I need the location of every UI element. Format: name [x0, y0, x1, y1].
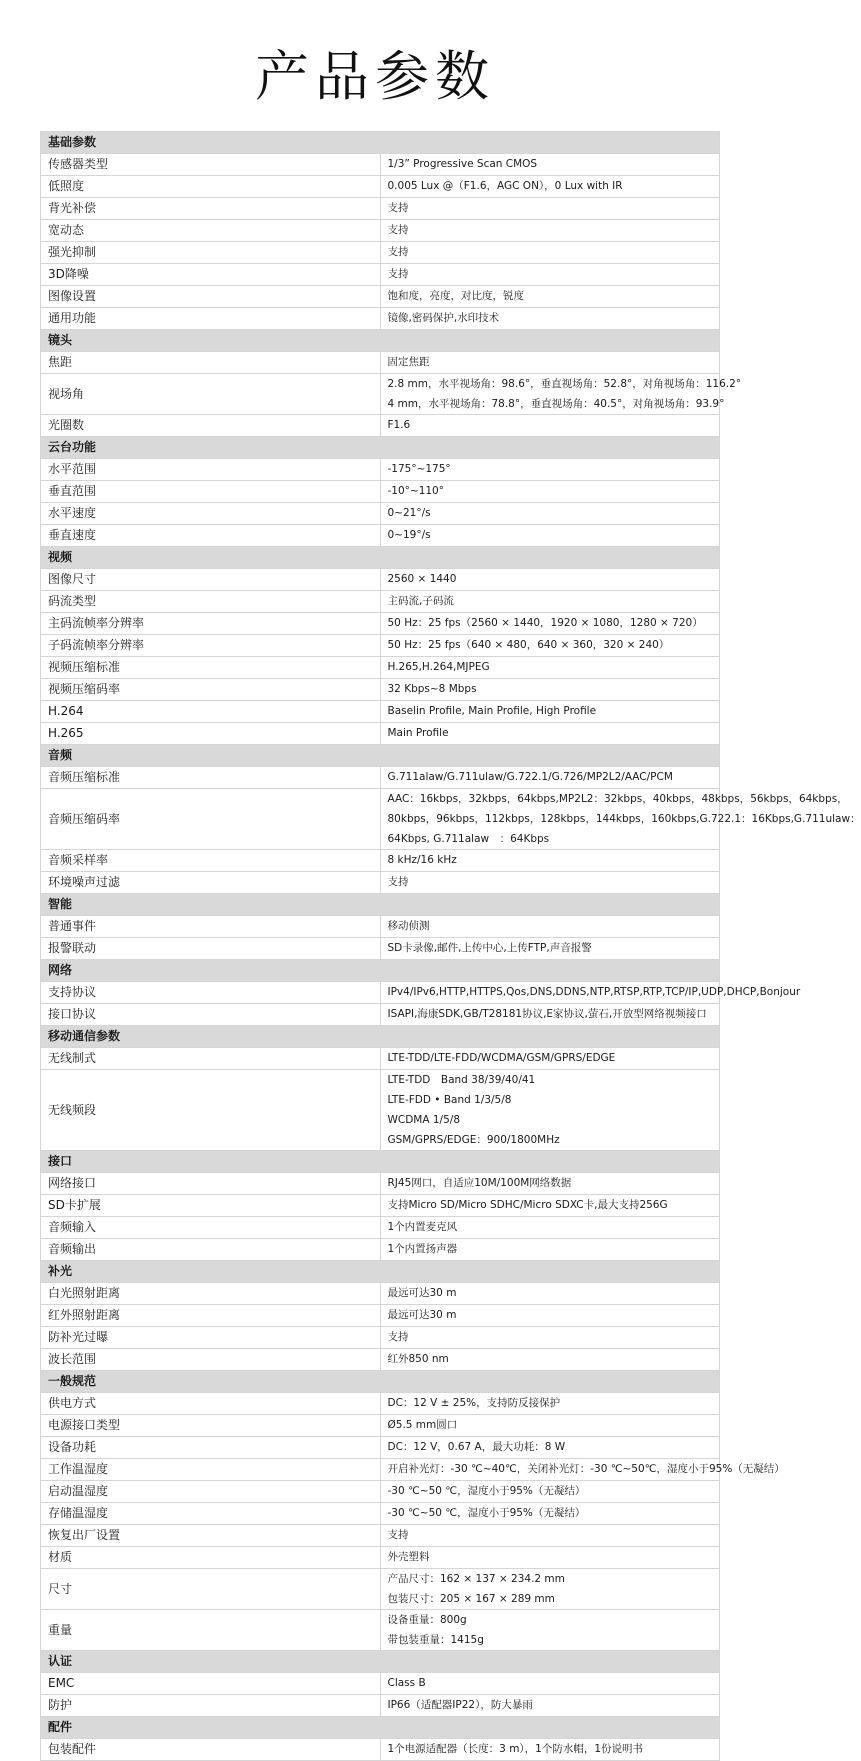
table-row: [41, 503, 720, 525]
spec-value: [380, 767, 720, 789]
spec-value: [380, 591, 720, 613]
table-row: [41, 1393, 720, 1415]
spec-value-line: 最远可达30 m: [387, 1309, 457, 1321]
spec-value-line: G.711alaw/G.711ulaw/G.722.1/G.726/MP2L2/AAC/PCM: [387, 771, 673, 783]
spec-value-line: 0~21°/s: [387, 507, 431, 519]
spec-value-line: 饱和度，亮度，对比度，锐度: [387, 290, 524, 302]
spec-key: 音频输出: [41, 1239, 381, 1261]
spec-value: [380, 723, 720, 745]
section-title: 音频: [41, 745, 720, 767]
table-row: [41, 374, 720, 415]
spec-key: 波长范围: [41, 1349, 381, 1371]
spec-key: EMC: [41, 1673, 381, 1695]
spec-key: 光圈数: [41, 415, 381, 437]
table-row: [41, 242, 720, 264]
spec-value: [380, 264, 720, 286]
spec-key: 音频压缩标准: [41, 767, 381, 789]
spec-value-line: DC：12 V，0.67 A，最大功耗：8 W: [387, 1441, 566, 1453]
table-row: [41, 1547, 720, 1569]
spec-value: [380, 1503, 720, 1525]
spec-value: [380, 916, 720, 938]
table-row: [41, 481, 720, 503]
spec-key: 供电方式: [41, 1393, 381, 1415]
table-row: [41, 1459, 720, 1481]
spec-key: 音频采样率: [41, 850, 381, 872]
spec-value: [380, 1195, 720, 1217]
table-row: [41, 1048, 720, 1070]
spec-value: [380, 1481, 720, 1503]
spec-value: [380, 220, 720, 242]
spec-value-line: -30 ℃~50 ℃，湿度小于95%（无凝结）: [387, 1507, 586, 1519]
spec-value-line: WCDMA 1/5/8: [387, 1114, 460, 1126]
spec-value-line: 32 Kbps~8 Mbps: [387, 683, 477, 695]
section-header: [41, 960, 720, 982]
spec-value-line: 0.005 Lux @（F1.6，AGC ON），0 Lux with IR: [387, 180, 623, 192]
page-title: 产品参数: [255, 45, 495, 108]
table-row: [41, 308, 720, 330]
spec-value-line: 镜像,密码保护,水印技术: [387, 312, 500, 324]
spec-key: 白光照射距离: [41, 1283, 381, 1305]
section-header: [41, 1151, 720, 1173]
spec-value-line: 50 Hz：25 fps（2560 × 1440，1920 × 1080，1280 × 720）: [387, 617, 703, 629]
spec-value: [380, 1569, 720, 1610]
table-row: [41, 569, 720, 591]
spec-value: [380, 1393, 720, 1415]
spec-value-line: -30 ℃~50 ℃，湿度小于95%（无凝结）: [387, 1485, 586, 1497]
spec-value: [380, 1327, 720, 1349]
spec-value: [380, 1004, 720, 1026]
spec-value: [380, 1547, 720, 1569]
spec-value: [380, 872, 720, 894]
section-title: 配件: [41, 1717, 720, 1739]
spec-value-line: ISAPI,海康SDK,GB/T28181协议,E家协议,萤石,开放型网络视频接口: [387, 1008, 707, 1020]
spec-value: [380, 982, 801, 1004]
spec-value-line: 红外850 nm: [387, 1353, 449, 1365]
spec-key: 恢复出厂设置: [41, 1525, 381, 1547]
spec-key: 环境噪声过滤: [41, 872, 381, 894]
table-row: [41, 286, 720, 308]
spec-value: [380, 1437, 720, 1459]
spec-value: [380, 635, 720, 657]
spec-value-line: RJ45网口，自适应10M/100M网络数据: [387, 1177, 572, 1189]
spec-key: 接口协议: [41, 1004, 381, 1026]
section-header: [41, 1717, 720, 1739]
table-row: [41, 352, 720, 374]
table-row: [41, 872, 720, 894]
table-row: [41, 1437, 720, 1459]
spec-key: 无线制式: [41, 1048, 381, 1070]
spec-value-line: 1个电源适配器（长度：3 m），1个防水帽，1份说明书: [387, 1743, 644, 1755]
spec-value-line: 支持: [387, 1529, 409, 1541]
section-header: [41, 1026, 720, 1048]
spec-value: [380, 1525, 720, 1547]
table-row: [41, 635, 720, 657]
spec-key: 包装配件: [41, 1739, 381, 1761]
table-row: [41, 767, 720, 789]
table-row: [41, 1673, 720, 1695]
table-row: [41, 154, 720, 176]
spec-value: [380, 374, 742, 415]
spec-value-line: 开启补光灯：-30 ℃~40℃，关闭补光灯：-30 ℃~50℃，湿度小于95%（无凝结）: [387, 1463, 785, 1475]
spec-table: [40, 131, 861, 1761]
spec-value: [380, 525, 720, 547]
spec-value: [380, 352, 720, 374]
spec-value-line: 64Kbps, G.711alaw ：64Kbps: [387, 833, 550, 845]
spec-value-line: LTE-FDD • Band 1/3/5/8: [387, 1094, 512, 1106]
spec-value: [380, 154, 720, 176]
table-row: [41, 613, 720, 635]
spec-value-line: DC：12 V ± 25%，支持防反接保护: [387, 1397, 561, 1409]
section-title: 基础参数: [41, 132, 720, 154]
spec-value-line: 4 mm，水平视场角：78.8°，垂直视场角：40.5°，对角视场角：93.9°: [387, 398, 725, 410]
spec-key: 电源接口类型: [41, 1415, 381, 1437]
spec-key: 视频压缩标准: [41, 657, 381, 679]
spec-key: 传感器类型: [41, 154, 381, 176]
spec-value: [380, 1305, 720, 1327]
table-row: [41, 916, 720, 938]
table-row: [41, 701, 720, 723]
spec-key: SD卡扩展: [41, 1195, 381, 1217]
spec-value: [380, 657, 720, 679]
spec-key: 红外照射距离: [41, 1305, 381, 1327]
table-row: [41, 657, 720, 679]
table-row: [41, 982, 720, 1004]
spec-value-line: 0~19°/s: [387, 529, 431, 541]
table-row: [41, 591, 720, 613]
spec-value-line: 最远可达30 m: [387, 1287, 457, 1299]
spec-key: 低照度: [41, 176, 381, 198]
spec-value-line: IPv4/IPv6,HTTP,HTTPS,Qos,DNS,DDNS,NTP,RTSP,RTP,TCP/IP,UDP,DHCP,Bonjour: [387, 986, 801, 998]
section-header: [41, 894, 720, 916]
section-header: [41, 547, 720, 569]
table-row: [41, 1173, 720, 1195]
table-row: [41, 850, 720, 872]
section-title: 网络: [41, 960, 720, 982]
spec-value: [380, 850, 720, 872]
table-row: [41, 789, 720, 850]
table-row: [41, 1283, 720, 1305]
spec-value-line: H.265,H.264,MJPEG: [387, 661, 490, 673]
table-row: [41, 1503, 720, 1525]
section-header: [41, 330, 720, 352]
table-row: [41, 220, 720, 242]
section-header: [41, 1651, 720, 1673]
spec-key: 视频压缩码率: [41, 679, 381, 701]
spec-key: 宽动态: [41, 220, 381, 242]
section-header: [41, 132, 720, 154]
section-title: 视频: [41, 547, 720, 569]
spec-value-line: Class B: [387, 1677, 426, 1689]
table-row: [41, 1239, 720, 1261]
spec-value-line: 主码流,子码流: [387, 595, 454, 607]
table-row: [41, 938, 720, 960]
section-title: 智能: [41, 894, 720, 916]
spec-key: 图像设置: [41, 286, 381, 308]
table-row: [41, 1195, 720, 1217]
table-row: [41, 1070, 720, 1151]
table-row: [41, 525, 720, 547]
spec-value-line: Ø5.5 mm圆口: [387, 1419, 458, 1431]
spec-value: [380, 1610, 720, 1651]
section-header: [41, 437, 720, 459]
table-row: [41, 679, 720, 701]
spec-key: 垂直范围: [41, 481, 381, 503]
table-row: [41, 1610, 720, 1651]
spec-value-line: GSM/GPRS/EDGE：900/1800MHz: [387, 1134, 560, 1146]
spec-key: 防护: [41, 1695, 381, 1717]
spec-value: [380, 613, 720, 635]
table-row: [41, 198, 720, 220]
spec-key: 强光抑制: [41, 242, 381, 264]
spec-value: [380, 1459, 785, 1481]
spec-value-line: Baselin Profile, Main Profile, High Profile: [387, 705, 597, 717]
spec-value: [380, 481, 720, 503]
spec-value-line: 支持: [387, 246, 409, 258]
table-row: [41, 1349, 720, 1371]
spec-value-line: AAC：16kbps，32kbps，64kbps,MP2L2：32kbps，40kbps，48kbps，56kbps，64kbps，: [387, 793, 848, 805]
spec-key: 通用功能: [41, 308, 381, 330]
spec-key: 支持协议: [41, 982, 381, 1004]
spec-value-line: 1个内置扬声器: [387, 1243, 458, 1255]
table-row: [41, 1305, 720, 1327]
section-title: 认证: [41, 1651, 720, 1673]
spec-value-line: 支持: [387, 876, 409, 888]
spec-value-line: 2560 × 1440: [387, 573, 457, 585]
spec-key: 无线频段: [41, 1070, 381, 1151]
spec-value: [380, 1048, 720, 1070]
table-row: [41, 176, 720, 198]
spec-value: [380, 1239, 720, 1261]
spec-value: [380, 938, 720, 960]
section-header: [41, 745, 720, 767]
spec-value: [380, 286, 720, 308]
spec-key: 垂直速度: [41, 525, 381, 547]
section-title: 一般规范: [41, 1371, 720, 1393]
spec-value: [380, 198, 720, 220]
table-row: [41, 1739, 720, 1761]
table-row: [41, 1415, 720, 1437]
spec-key: 尺寸: [41, 1569, 381, 1610]
spec-key: 水平速度: [41, 503, 381, 525]
spec-key: 图像尺寸: [41, 569, 381, 591]
spec-value-line: 8 kHz/16 kHz: [387, 854, 457, 866]
spec-value-line: 带包装重量：1415g: [387, 1634, 484, 1646]
spec-value: [380, 701, 720, 723]
spec-key: 子码流帧率分辨率: [41, 635, 381, 657]
spec-value: [380, 503, 720, 525]
spec-value-line: 50 Hz：25 fps（640 × 480，640 × 360，320 × 240）: [387, 639, 670, 651]
spec-key: H.265: [41, 723, 381, 745]
spec-value-line: 支持: [387, 202, 409, 214]
spec-key: 防补光过曝: [41, 1327, 381, 1349]
table-row: [41, 1217, 720, 1239]
spec-value: [380, 459, 720, 481]
spec-value: [380, 1283, 720, 1305]
section-header: [41, 1261, 720, 1283]
spec-value: [380, 242, 720, 264]
spec-value: [380, 569, 720, 591]
spec-value-line: F1.6: [387, 419, 411, 431]
table-row: [41, 1481, 720, 1503]
table-row: [41, 723, 720, 745]
spec-value-line: 包装尺寸：205 × 167 × 289 mm: [387, 1593, 555, 1605]
spec-value-line: IP66（适配器IP22），防大暴雨: [387, 1699, 533, 1711]
section-title: 补光: [41, 1261, 720, 1283]
spec-value-line: LTE-TDD/LTE-FDD/WCDMA/GSM/GPRS/EDGE: [387, 1052, 616, 1064]
table-row: [41, 1327, 720, 1349]
table-row: [41, 1695, 720, 1717]
spec-key: 普通事件: [41, 916, 381, 938]
spec-key: H.264: [41, 701, 381, 723]
spec-value-line: 2.8 mm，水平视场角：98.6°，垂直视场角：52.8°，对角视场角：116.2°: [387, 378, 742, 390]
spec-value: [380, 1349, 720, 1371]
table-row: [41, 415, 720, 437]
spec-value-line: 支持: [387, 268, 409, 280]
spec-key: 材质: [41, 1547, 381, 1569]
spec-key: 工作温湿度: [41, 1459, 381, 1481]
spec-key: 3D降噪: [41, 264, 381, 286]
section-header: [41, 1371, 720, 1393]
table-row: [41, 459, 720, 481]
spec-key: 网络接口: [41, 1173, 381, 1195]
spec-key: 报警联动: [41, 938, 381, 960]
spec-value-line: 80kbps，96kbps，112kbps，128kbps，144kbps，160kbps,G.722.1：16Kbps,G.711ulaw：: [387, 813, 861, 825]
spec-value: [380, 308, 720, 330]
spec-key: 重量: [41, 1610, 381, 1651]
spec-value-line: 支持: [387, 224, 409, 236]
spec-key: 码流类型: [41, 591, 381, 613]
spec-value: [380, 1673, 720, 1695]
spec-key: 音频输入: [41, 1217, 381, 1239]
spec-value: [380, 1695, 720, 1717]
spec-value-line: 外壳塑料: [387, 1551, 430, 1563]
section-title: 云台功能: [41, 437, 720, 459]
spec-key: 焦距: [41, 352, 381, 374]
table-row: [41, 1569, 720, 1610]
spec-key: 背光补偿: [41, 198, 381, 220]
spec-value-line: LTE-TDD Band 38/39/40/41: [387, 1074, 536, 1086]
spec-value-line: SD卡录像,邮件,上传中心,上传FTP,声音报警: [387, 942, 592, 954]
spec-value-line: 产品尺寸：162 × 137 × 234.2 mm: [387, 1573, 565, 1585]
spec-value-line: 移动侦测: [387, 920, 430, 932]
spec-key: 水平范围: [41, 459, 381, 481]
spec-key: 启动温湿度: [41, 1481, 381, 1503]
spec-value-line: 支持Micro SD/Micro SDHC/Micro SDXC卡,最大支持256G: [387, 1199, 668, 1211]
spec-value-line: 1个内置麦克风: [387, 1221, 458, 1233]
spec-value-line: 设备重量：800g: [387, 1614, 467, 1626]
spec-value: [380, 789, 861, 850]
spec-value-line: Main Profile: [387, 727, 449, 739]
spec-value-line: 1/3” Progressive Scan CMOS: [387, 158, 538, 170]
spec-key: 音频压缩码率: [41, 789, 381, 850]
spec-key: 存储温湿度: [41, 1503, 381, 1525]
spec-value: [380, 1070, 720, 1151]
spec-value-line: 支持: [387, 1331, 409, 1343]
spec-value: [380, 1415, 720, 1437]
spec-value: [380, 1173, 720, 1195]
spec-value: [380, 176, 720, 198]
spec-key: 设备功耗: [41, 1437, 381, 1459]
table-row: [41, 264, 720, 286]
section-title: 镜头: [41, 330, 720, 352]
spec-value-line: -175°~175°: [387, 463, 451, 475]
section-title: 接口: [41, 1151, 720, 1173]
spec-value-line: -10°~110°: [387, 485, 444, 497]
spec-value-line: 固定焦距: [387, 356, 430, 368]
spec-key: 视场角: [41, 374, 381, 415]
spec-value: [380, 1739, 720, 1761]
table-row: [41, 1525, 720, 1547]
table-row: [41, 1004, 720, 1026]
spec-value: [380, 415, 720, 437]
spec-value: [380, 1217, 720, 1239]
spec-value: [380, 679, 720, 701]
spec-key: 主码流帧率分辨率: [41, 613, 381, 635]
spec-table-body: [41, 132, 861, 1761]
section-title: 移动通信参数: [41, 1026, 720, 1048]
